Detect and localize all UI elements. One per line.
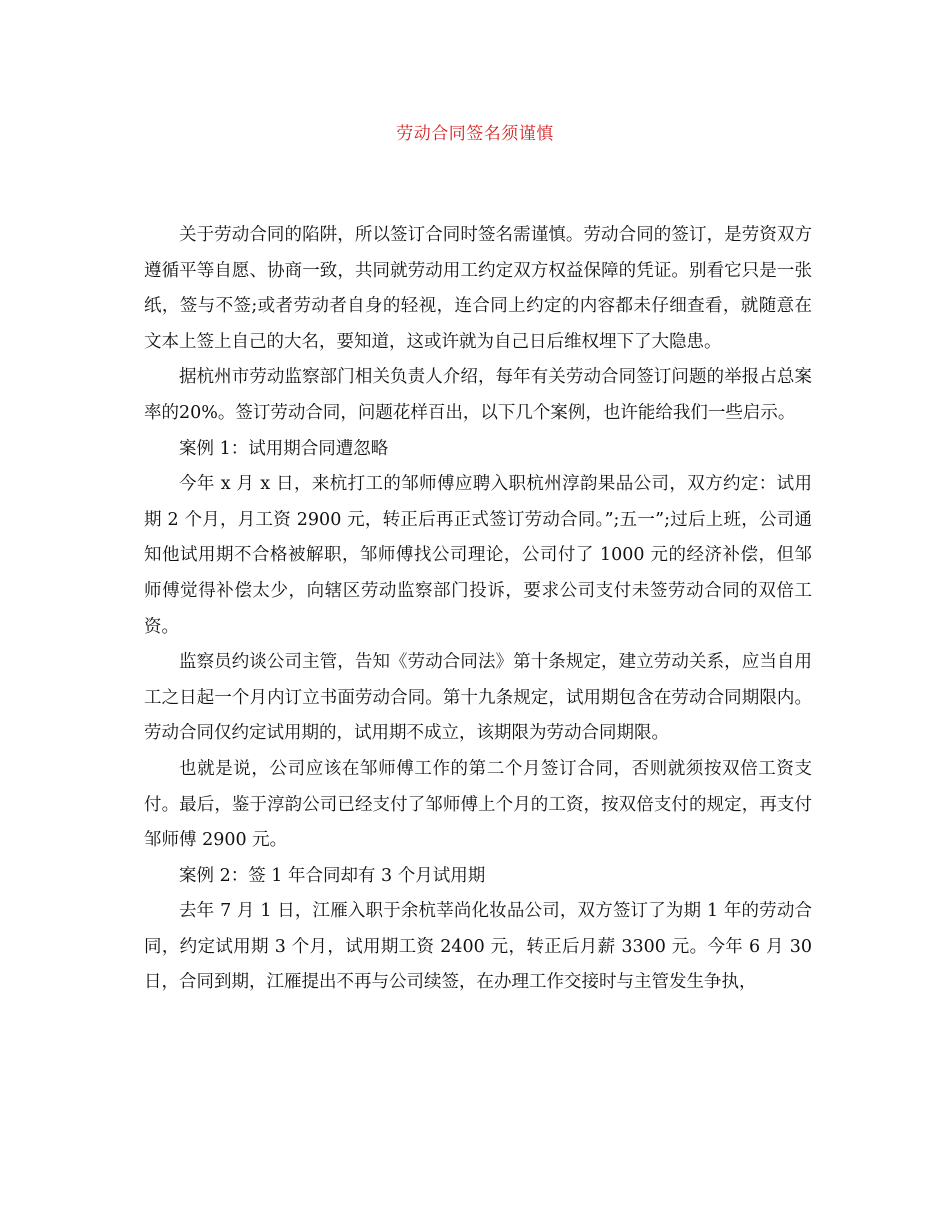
document-title: 劳动合同签名须谨慎: [396, 124, 554, 144]
paragraph-statistics: 据杭州市劳动监察部门相关负责人介绍，每年有关劳动合同签订问题的举报占总案率的20%。签订劳动合同，问题花样百出，以下几个案例，也许能给我们一些启示。: [144, 367, 812, 423]
case-1-description: 今年 x 月 x 日，来杭打工的邹师傅应聘入职杭州淳韵果品公司，双方约定：试用期 2 个月，月工资 2900 元，转正后再正式签订劳动合同。”;五一”;过后上班，公司通知他试用期不合格被解职，邹师傅找公司理论，公司付了 1000 元的经济补偿，但邹师傅觉得补偿太少，向辖区劳动监察部门投诉，要求公司支付未签劳动合同的双倍工资。: [144, 474, 812, 637]
case-1-conclusion: 也就是说，公司应该在邹师傅工作的第二个月签订合同，否则就须按双倍工资支付。最后，鉴于淳韵公司已经支付了邹师傅上个月的工资，按双倍支付的规定，再支付邹师傅 2900 元。: [144, 758, 812, 851]
case-1-law: 监察员约谈公司主管，告知《劳动合同法》第十条规定，建立劳动关系，应当自用工之日起一个月内订立书面劳动合同。第十九条规定，试用期包含在劳动合同期限内。劳动合同仅约定试用期的，试用期不成立，该期限为劳动合同期限。: [144, 652, 812, 744]
paragraph-intro: 关于劳动合同的陷阱，所以签订合同时签名需谨慎。劳动合同的签订，是劳资双方遵循平等自愿、协商一致，共同就劳动用工约定双方权益保障的凭证。别看它只是一张纸，签与不签;或者劳动者自身的轻视，连合同上约定的内容都未仔细查看，就随意在文本上签上自己的大名，要知道，这或许就为自己日后维权埋下了大隐患。: [144, 225, 812, 352]
case-2-heading: 案例 2：签 1 年合同却有 3 个月试用期: [179, 865, 486, 886]
case-1-heading: 案例 1：试用期合同遭忽略: [179, 438, 389, 459]
document-body: [144, 218, 812, 1001]
case-2-description: 去年 7 月 1 日，江雁入职于余杭莘尚化妆品公司，双方签订了为期 1 年的劳动合同，约定试用期 3 个月，试用期工资 2400 元，转正后月薪 3300 元。今年 6 月 30 日，合同到期，江雁提出不再与公司续签，在办理工作交接时与主管发生争执，: [144, 901, 812, 993]
